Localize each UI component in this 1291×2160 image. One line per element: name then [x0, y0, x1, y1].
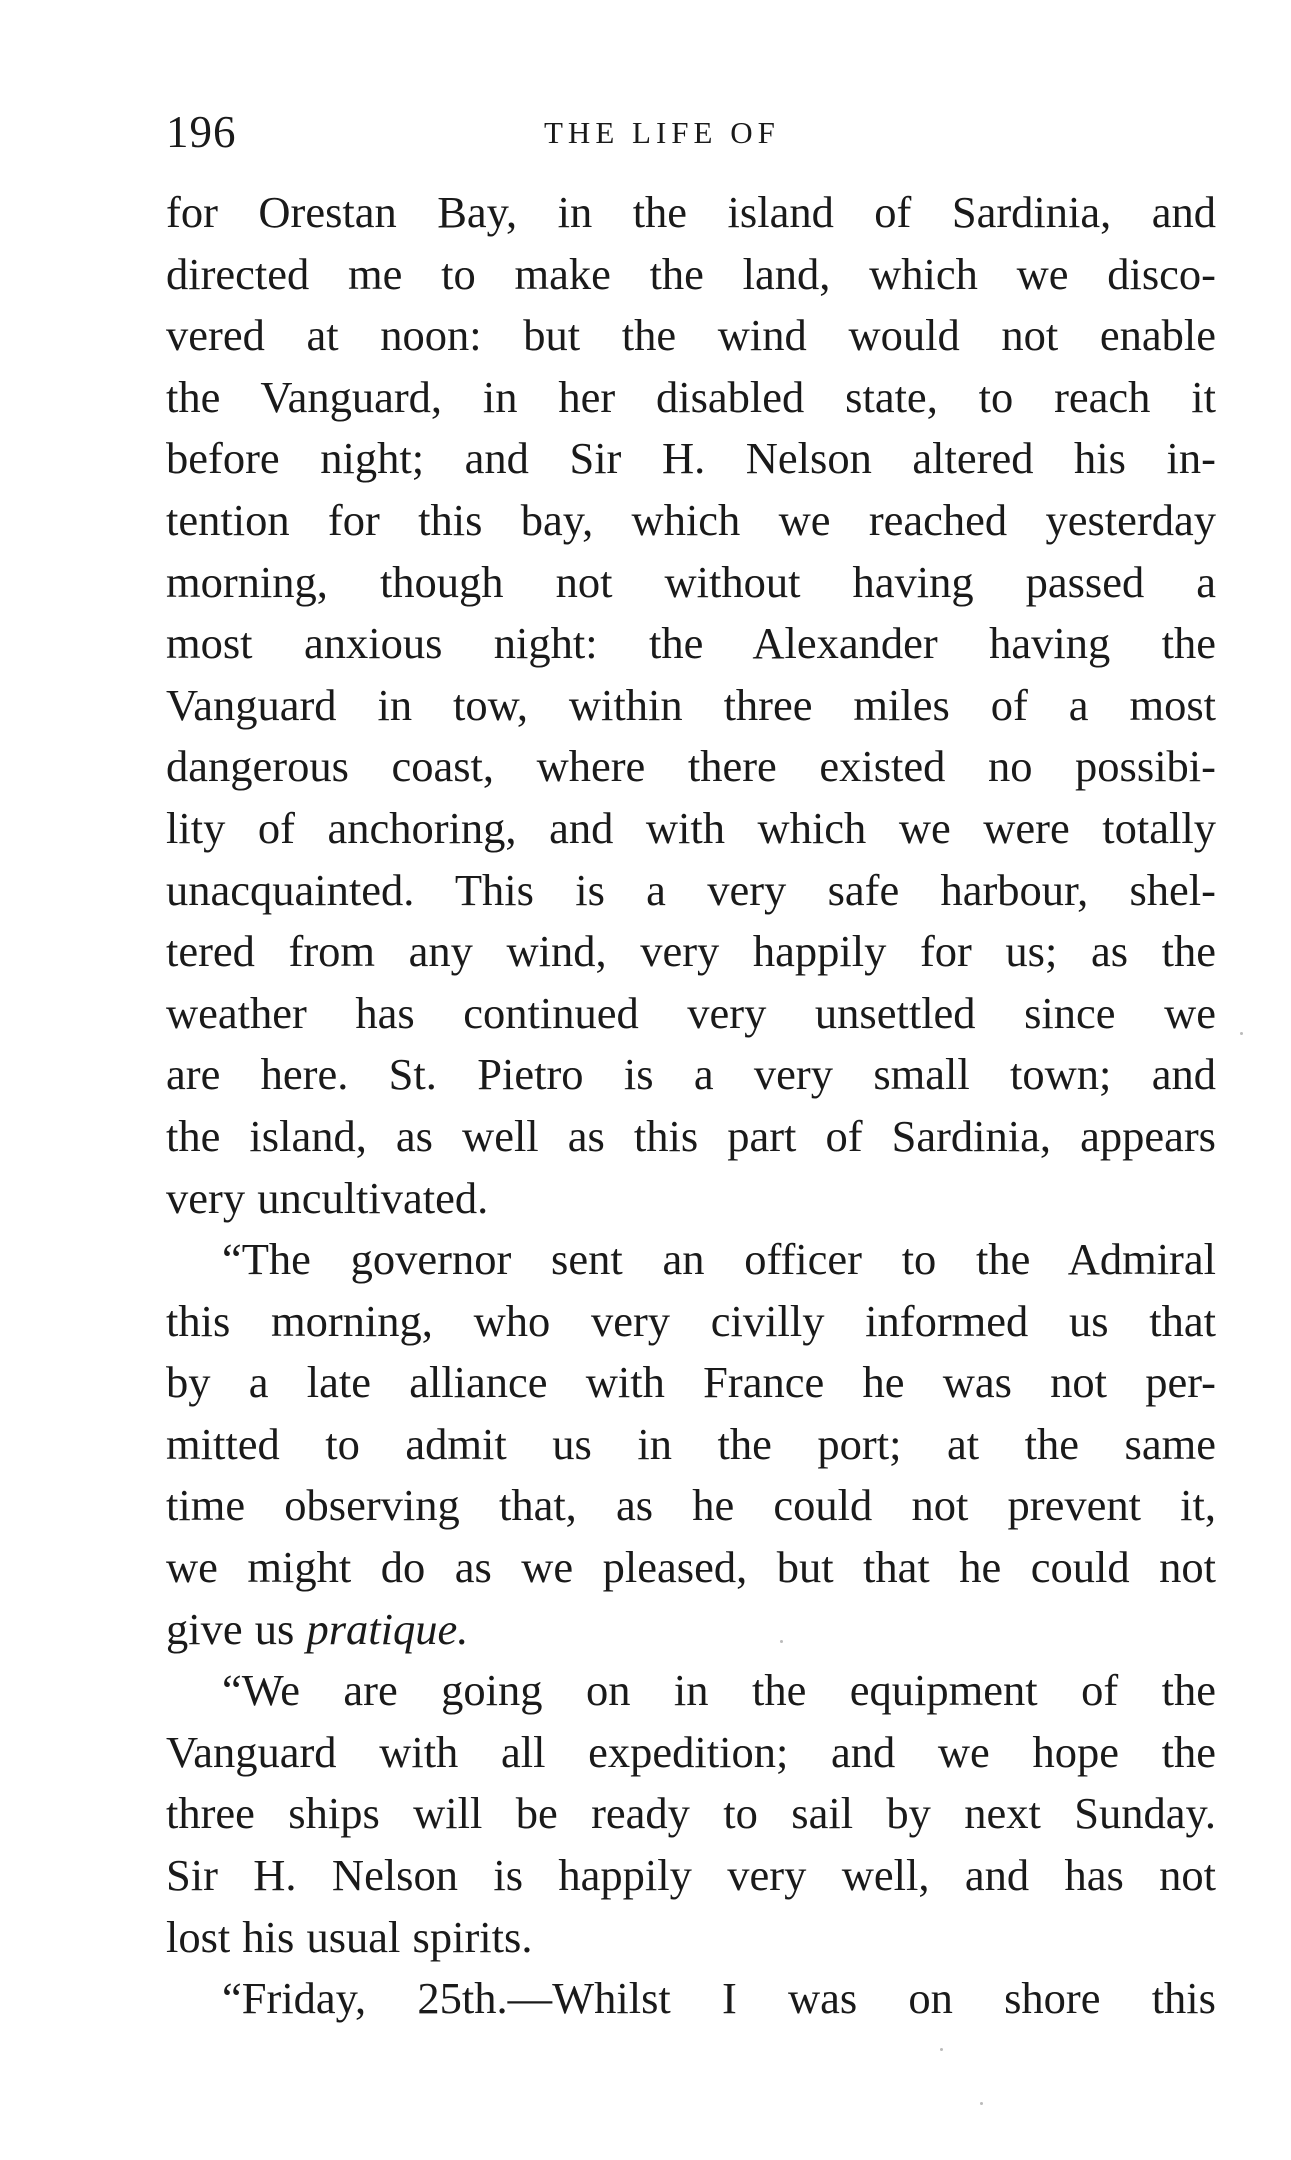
text-line: tention for this bay, which we reached yesterday: [166, 494, 1216, 545]
text-line: the Vanguard, in her disabled state, to reach it: [166, 371, 1216, 422]
text-line: lost his usual spirits.: [166, 1911, 533, 1962]
text-line: “We are going on in the equipment of the: [222, 1665, 1216, 1716]
running-title: THE LIFE OF: [544, 115, 780, 150]
text-line: weather has continued very unsettled since we: [166, 987, 1216, 1038]
text-line: directed me to make the land, which we disco-: [166, 248, 1216, 299]
text-line: vered at noon: but the wind would not enable: [166, 310, 1216, 361]
text-line: Vanguard with all expedition; and we hope the: [166, 1726, 1216, 1777]
text-line: the island, as well as this part of Sardinia, appears: [166, 1110, 1216, 1161]
text-line: dangerous coast, where there existed no possibi-: [166, 741, 1216, 792]
paragraph: [166, 1229, 1216, 1660]
text-line: [166, 1599, 1216, 1661]
text-line: this morning, who very civilly informed us that: [166, 1295, 1216, 1346]
text-line: “The governor sent an officer to the Admiral: [222, 1234, 1216, 1285]
italic-term: pratique.: [306, 1603, 469, 1654]
paragraph: [166, 1968, 1216, 2030]
text-line: for Orestan Bay, in the island of Sardinia, and: [166, 187, 1216, 237]
text-line: mitted to admit us in the port; at the same: [166, 1418, 1216, 1469]
paper-speck: [780, 1640, 783, 1643]
text-line: tered from any wind, very happily for us; as the: [166, 926, 1216, 977]
text-line: time observing that, as he could not prevent it,: [166, 1480, 1216, 1531]
text-line: very uncultivated.: [166, 1172, 489, 1223]
text-fragment: give us: [166, 1603, 307, 1654]
paper-speck: [940, 2048, 943, 2051]
text-line: most anxious night: the Alexander having the: [166, 618, 1216, 669]
text-line: morning, though not without having passed a: [166, 556, 1216, 607]
text-line: unacquainted. This is a very safe harbour, shel-: [166, 864, 1216, 915]
text-line: we might do as we pleased, but that he could not: [166, 1542, 1216, 1593]
text-line: Vanguard in tow, within three miles of a most: [166, 679, 1216, 730]
paragraph: [166, 1660, 1216, 1968]
text-line: before night; and Sir H. Nelson altered his in-: [166, 433, 1216, 484]
body-text: [166, 182, 1216, 2030]
text-line: by a late alliance with France he was not per-: [166, 1357, 1216, 1408]
page-number: 196: [166, 107, 237, 157]
paper-speck: [1240, 1032, 1243, 1035]
text-line: three ships will be ready to sail by next Sunday.: [166, 1788, 1216, 1839]
text-line: are here. St. Pietro is a very small town; and: [166, 1049, 1216, 1100]
text-line: “Friday, 25th.—Whilst I was on shore this: [222, 1973, 1216, 2024]
running-head: [166, 102, 1226, 162]
paper-speck: [980, 2102, 983, 2105]
paragraph: [166, 182, 1216, 1229]
text-line: Sir H. Nelson is happily very well, and has not: [166, 1850, 1216, 1901]
text-line: lity of anchoring, and with which we were totally: [166, 802, 1216, 853]
